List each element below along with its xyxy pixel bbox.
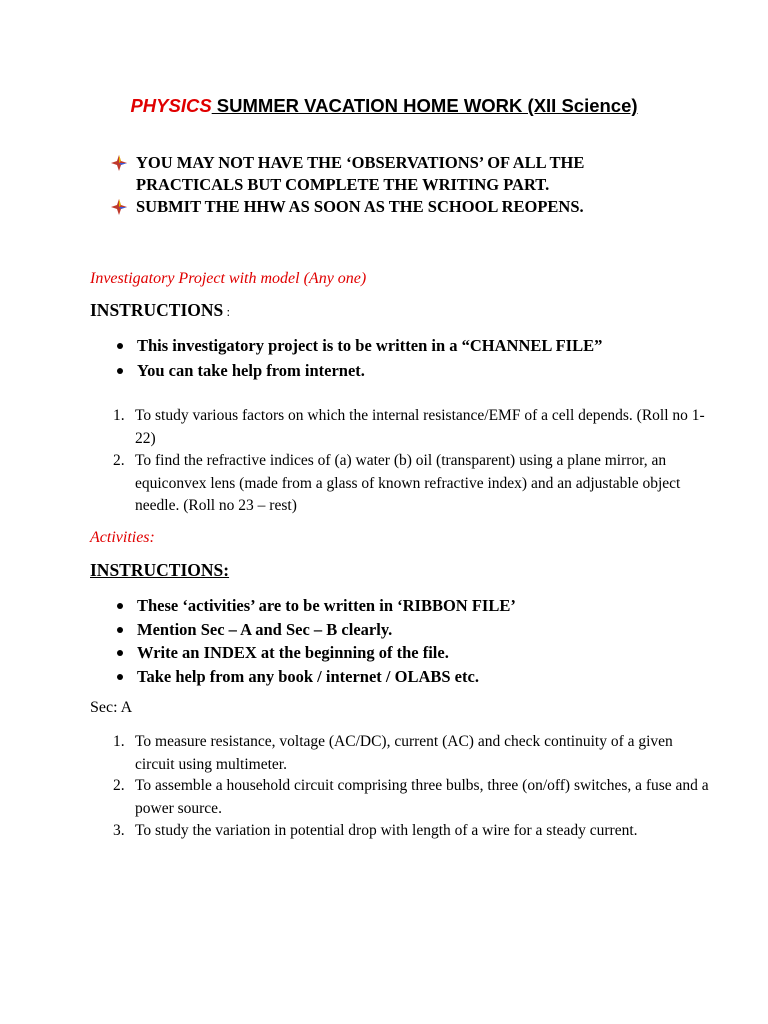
title-subject: PHYSICS [130, 95, 212, 116]
project-bullet-1-text: This investigatory project is to be written in a “CHANNEL FILE” [137, 336, 603, 355]
title-rest: SUMMER VACATION HOME WORK (XII Science) [211, 95, 638, 116]
notice-2 [111, 196, 691, 218]
activities-instructions-text: INSTRUCTIONS: [90, 560, 230, 580]
bullet-dot-icon [117, 627, 123, 633]
four-point-arrow-icon [111, 199, 127, 215]
project-heading: Investigatory Project with model (Any one) [90, 270, 367, 287]
project-item-1-number: 1. [113, 407, 125, 424]
sec-a-item-2-number: 2. [113, 777, 125, 794]
notice-2-line-1: SUBMIT THE HHW AS SOON AS THE SCHOOL REOPENS. [136, 197, 584, 216]
sec-a-item-1-number: 1. [113, 733, 125, 750]
project-item-2-text: To find the refractive indices of (a) water (b) oil (transparent) using a plane mirror, an equiconvex lens (made from a glass of known refractive index) and an adjustable object needle. (Roll no 23 – rest) [135, 452, 681, 514]
activities-instructions-label [90, 560, 229, 581]
project-item-2-number: 2. [113, 452, 125, 469]
project-instructions-colon: : [223, 304, 231, 319]
bullet-dot-icon [117, 368, 123, 374]
sec-a-item-2-text: To assemble a household circuit comprising three bulbs, three (on/off) switches, a fuse and a power source. [135, 777, 709, 817]
sec-a-item-3-text: To study the variation in potential drop with length of a wire for a steady current. [135, 822, 638, 839]
activities-heading: Activities: [90, 529, 155, 546]
project-bullet-2-text: You can take help from internet. [137, 361, 365, 380]
activities-bullet-2-text: Mention Sec – A and Sec – B clearly. [137, 620, 393, 639]
notice-1-line-2: PRACTICALS BUT COMPLETE THE WRITING PART. [136, 175, 550, 194]
sec-a-label: Sec: A [90, 699, 133, 716]
activities-bullet-4-text: Take help from any book / internet / OLABS etc. [137, 667, 479, 686]
activities-bullet-1-text: These ‘activities’ are to be written in ‘RIBBON FILE’ [137, 596, 516, 615]
four-point-arrow-icon [111, 155, 127, 171]
bullet-dot-icon [117, 674, 123, 680]
notice-1 [111, 152, 691, 196]
project-instructions-label [90, 300, 230, 321]
page-title [0, 95, 768, 117]
bullet-dot-icon [117, 650, 123, 656]
project-item-1-text: To study various factors on which the internal resistance/EMF of a cell depends. (Roll no 1-22) [135, 407, 705, 447]
project-instructions-text: INSTRUCTIONS [90, 300, 224, 320]
bullet-dot-icon [117, 603, 123, 609]
sec-a-item-1-text: To measure resistance, voltage (AC/DC), current (AC) and check continuity of a given circuit using multimeter. [135, 733, 673, 773]
sec-a-item-3-number: 3. [113, 822, 125, 839]
activities-bullet-3-text: Write an INDEX at the beginning of the file. [137, 643, 449, 662]
bullet-dot-icon [117, 343, 123, 349]
notice-1-line-1: YOU MAY NOT HAVE THE ‘OBSERVATIONS’ OF ALL THE [136, 153, 585, 172]
